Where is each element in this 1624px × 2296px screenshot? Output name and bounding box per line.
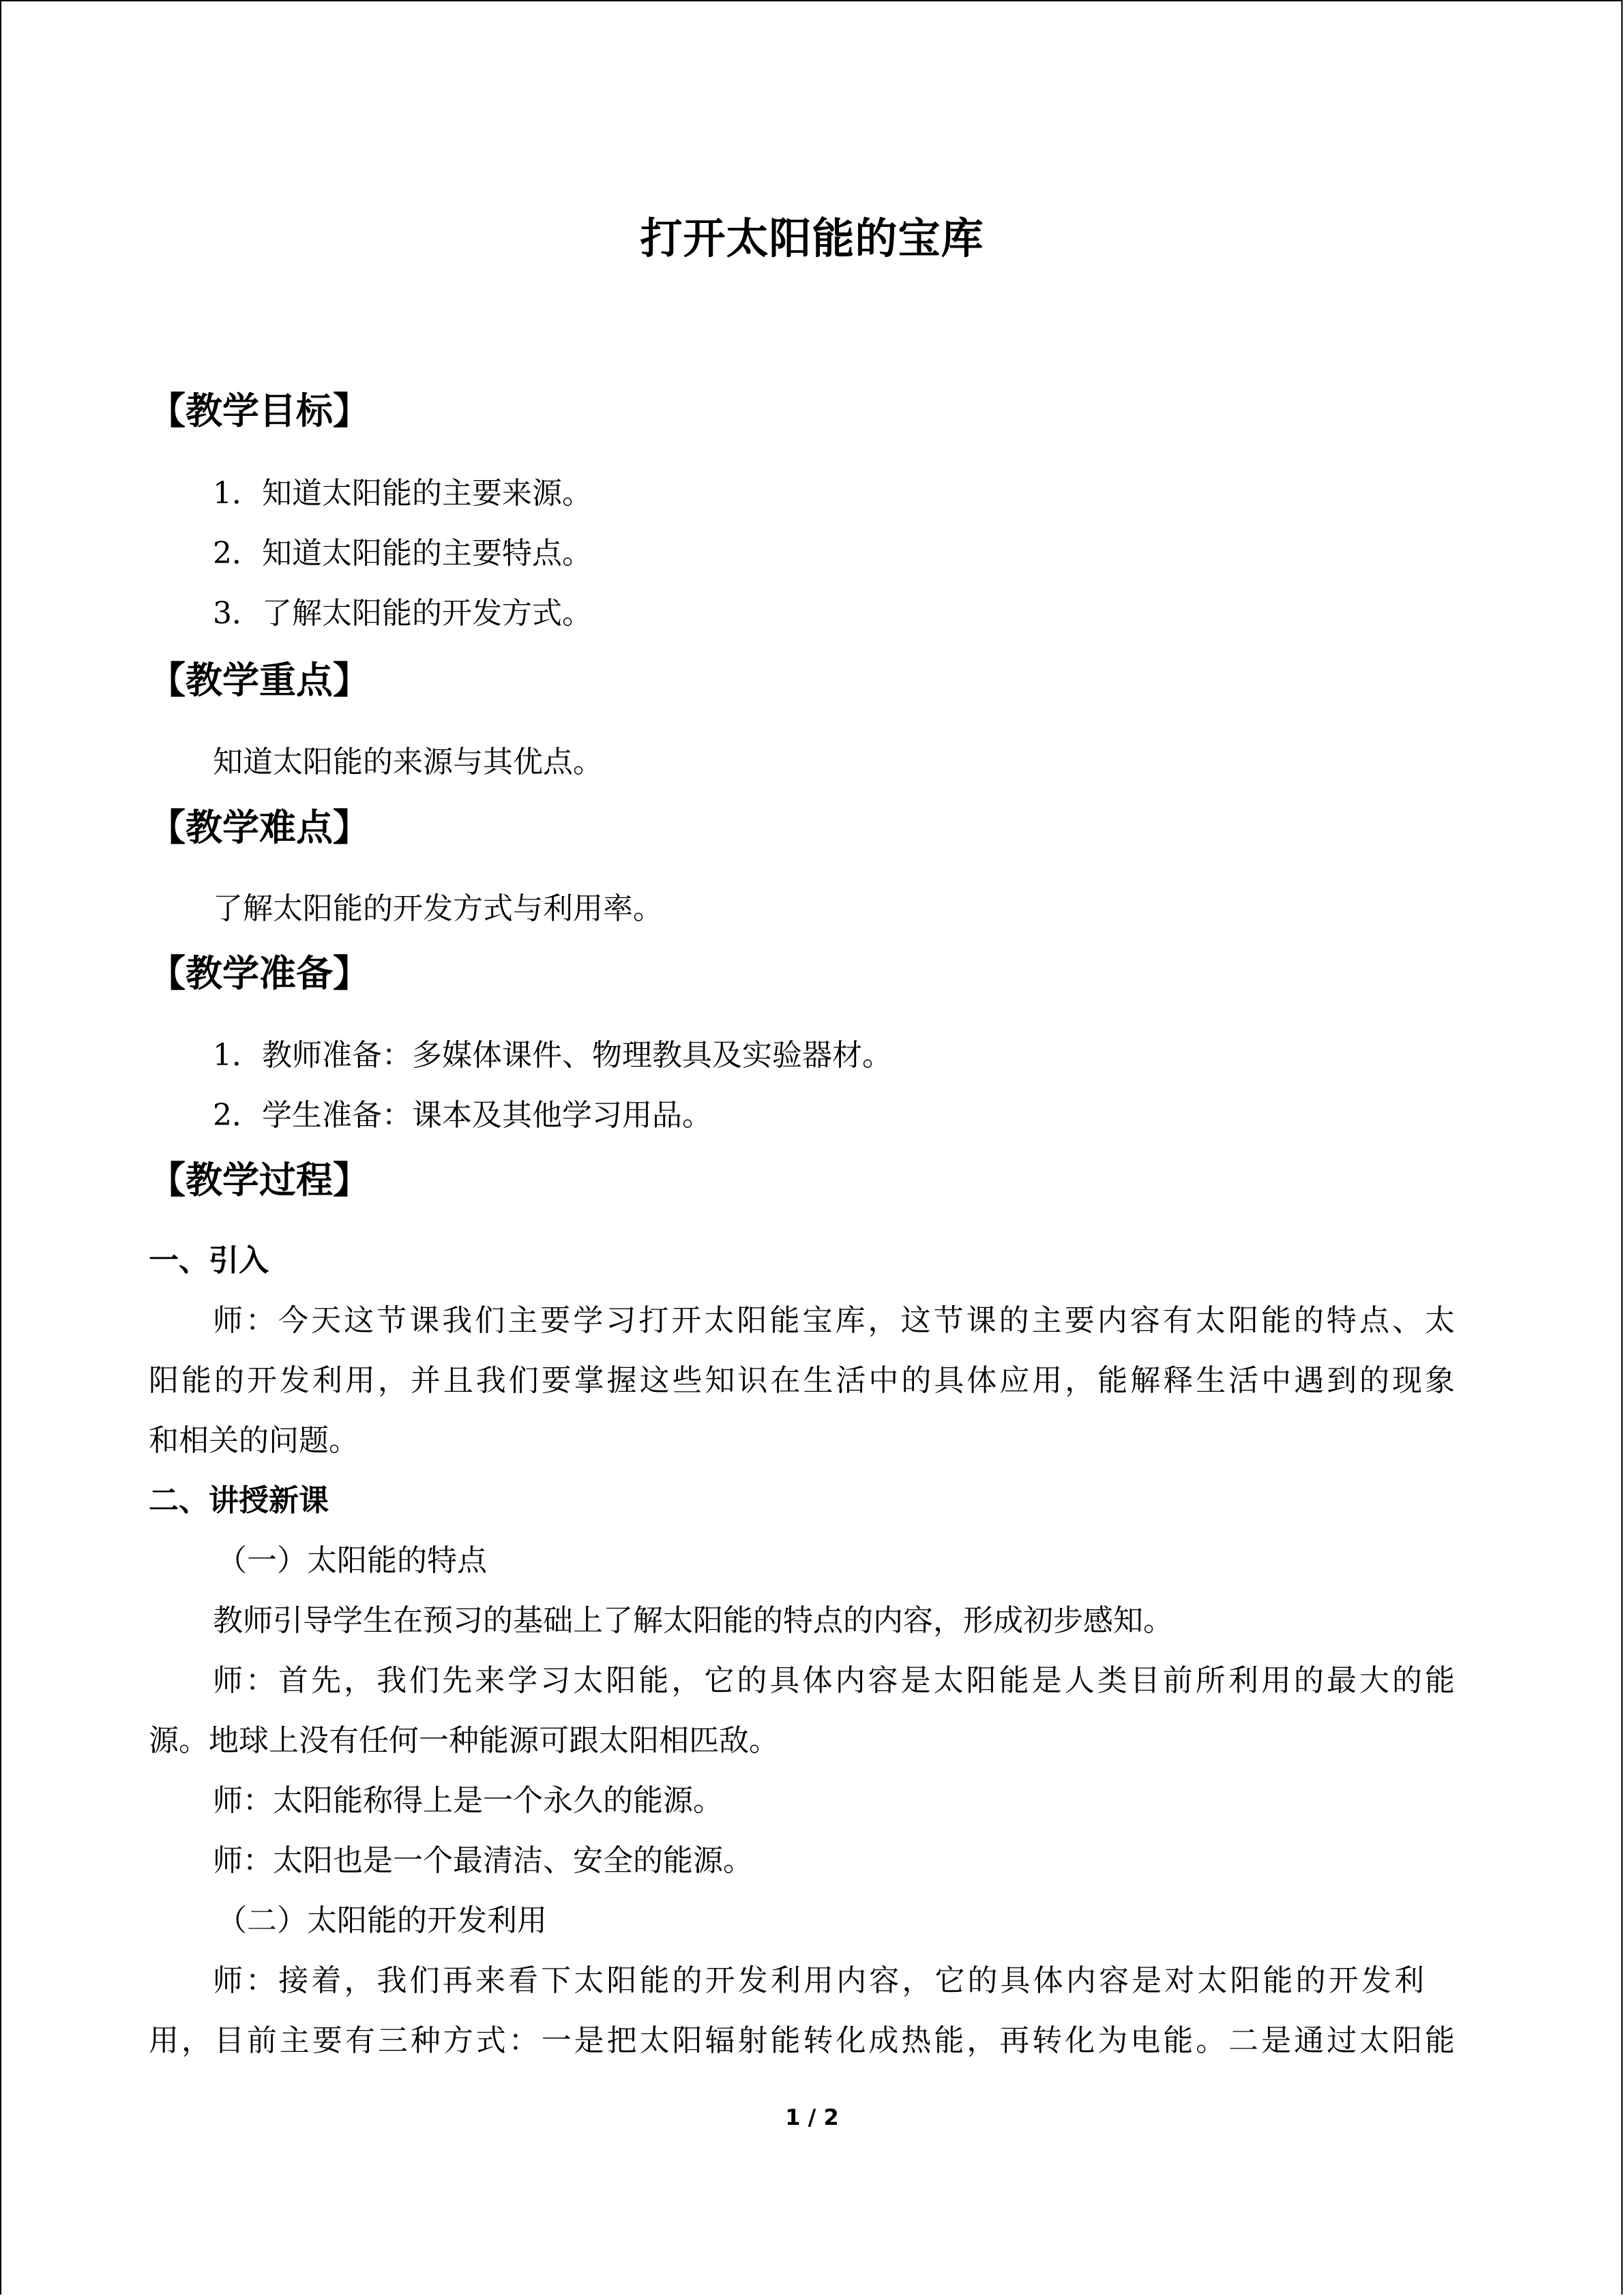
heading-process: 【教学过程】 — [149, 1159, 370, 1202]
part2-line-1: 师：接着，我们再来看下太阳能的开发利用内容，它的具体内容是对太阳能的开发利 — [213, 1963, 1424, 1998]
section-intro-title: 一、引入 — [149, 1243, 269, 1278]
heading-key-points: 【教学重点】 — [149, 659, 370, 702]
difficulties-text: 了解太阳能的开发方式与利用率。 — [213, 891, 663, 926]
objective-item-3: 3．了解太阳能的开发方式。 — [213, 596, 592, 631]
page-number: 1 / 2 — [785, 2104, 839, 2130]
heading-difficulties: 【教学难点】 — [149, 806, 370, 849]
part1-line-4: 师：太阳能称得上是一个永久的能源。 — [213, 1783, 723, 1818]
preparation-item-1: 1．教师准备：多媒体课件、物理教具及实验器材。 — [213, 1038, 892, 1073]
document-title: 打开太阳能的宝库 — [640, 213, 984, 263]
part1-line-2: 师：首先，我们先来学习太阳能，它的具体内容是太阳能是人类目前所利用的最大的能 — [213, 1663, 1455, 1698]
preparation-item-2: 2．学生准备：课本及其他学习用品。 — [213, 1098, 712, 1133]
intro-line-2: 阳能的开发利用，并且我们要掌握这些知识在生活中的具体应用，能解释生活中遇到的现象 — [149, 1363, 1455, 1398]
part1-title: （一）太阳能的特点 — [217, 1543, 487, 1578]
section-new-lesson-title: 二、讲授新课 — [149, 1483, 329, 1518]
heading-preparation: 【教学准备】 — [149, 952, 370, 995]
intro-line-3: 和相关的问题。 — [149, 1423, 359, 1458]
part1-line-5: 师：太阳也是一个最清洁、安全的能源。 — [213, 1843, 753, 1878]
part2-title: （二）太阳能的开发利用 — [217, 1903, 547, 1938]
intro-line-1: 师：今天这节课我们主要学习打开太阳能宝库，这节课的主要内容有太阳能的特点、太 — [213, 1303, 1455, 1338]
part2-line-2: 用，目前主要有三种方式：一是把太阳辐射能转化成热能，再转化为电能。二是通过太阳能 — [149, 2023, 1455, 2058]
objective-item-1: 1．知道太阳能的主要来源。 — [213, 476, 592, 511]
part1-line-1: 教师引导学生在预习的基础上了解太阳能的特点的内容，形成初步感知。 — [213, 1603, 1173, 1638]
key-points-text: 知道太阳能的来源与其优点。 — [213, 745, 603, 779]
heading-objectives: 【教学目标】 — [149, 389, 370, 432]
objective-item-2: 2．知道太阳能的主要特点。 — [213, 536, 592, 571]
part1-line-3: 源。地球上没有任何一种能源可跟太阳相匹敌。 — [149, 1723, 779, 1758]
